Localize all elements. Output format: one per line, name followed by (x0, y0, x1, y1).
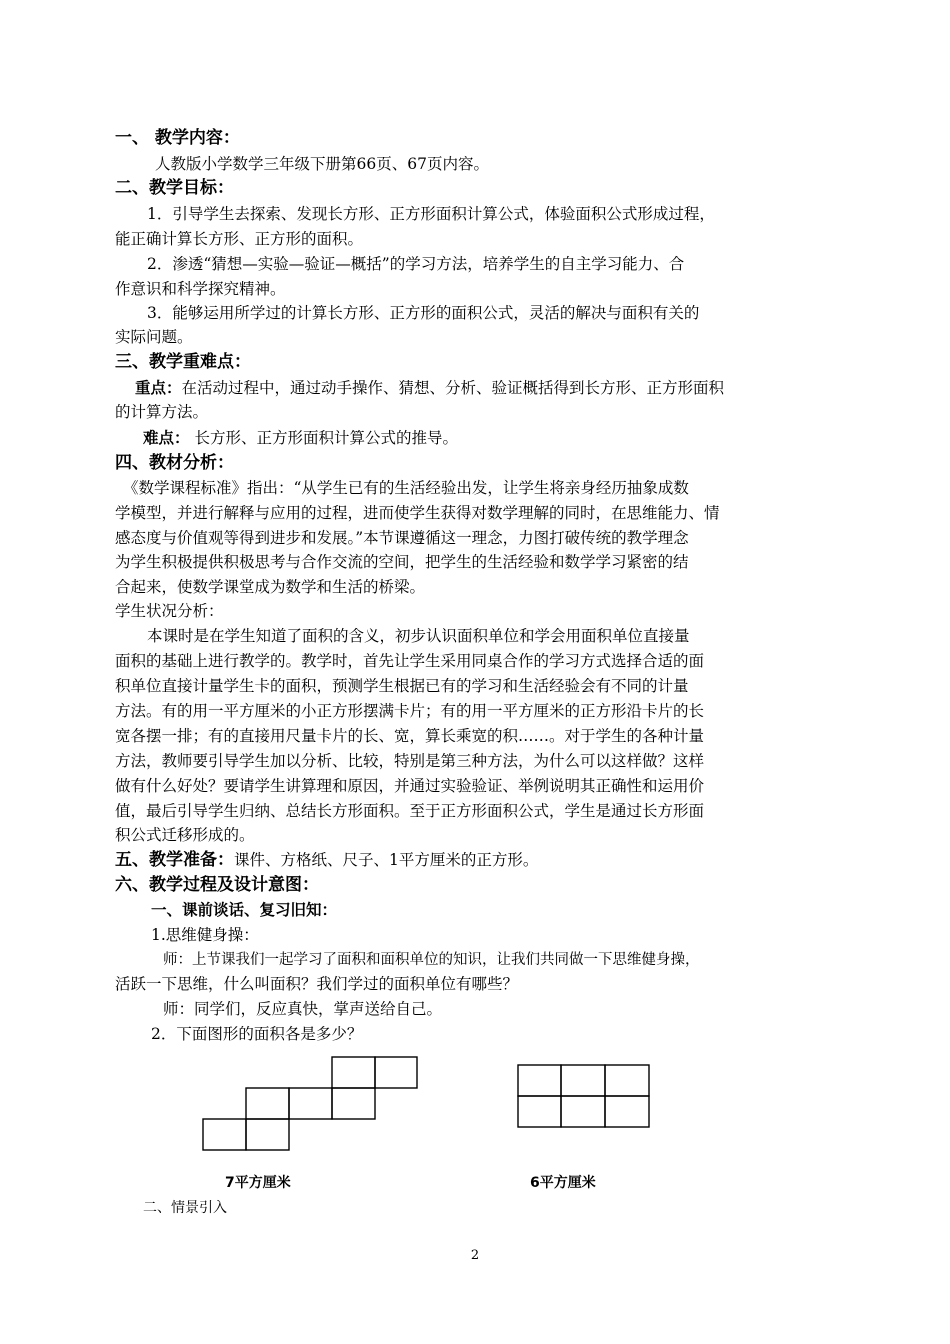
analysis-p2-line-8: 值，最后引导学生归纳、总结长方形面积。至于正方形面积公式，学生是通过长方形面 (115, 802, 705, 820)
analysis-p2-line-5: 宽各摆一排；有的直接用尺量卡片的长、宽，算长乘宽的积……。对于学生的各种计量 (115, 727, 705, 745)
difficulty-line (115, 426, 830, 450)
analysis-p2-line-4: 方法。有的用一平方厘米的小正方形摆满卡片；有的用一平方厘米的正方形沿卡片的长 (115, 702, 705, 720)
section-1-text: 人教版小学数学三年级下册第66页、67页内容。 (155, 155, 489, 173)
subsection-2-heading: 二、情景引入 (143, 1200, 227, 1216)
section-4-heading: 四、教材分析： (115, 453, 234, 473)
teacher-line-1: 师：上节课我们一起学习了面积和面积单位的知识，让我们共同做一下思维健身操， (163, 952, 700, 968)
section-5-text: 课件、方格纸、尺子、1平方厘米的正方形。 (234, 851, 539, 869)
goal-2-line-2: 作意识和科学探究精神。 (115, 280, 286, 298)
figure-2-label: 6平方厘米 (530, 1175, 596, 1191)
section-6-heading: 六、教学过程及设计意图： (115, 875, 319, 895)
figure-grid (517, 1064, 651, 1129)
key-point-label: 重点： (135, 378, 182, 397)
section-3-heading: 三、教学重难点： (115, 352, 251, 372)
goal-3-line-1: 3．能够运用所学过的计算长方形、正方形的面积公式，灵活的解决与面积有关的 (147, 304, 700, 322)
section-2-heading: 二、教学目标： (115, 178, 234, 198)
difficulty-label: 难点： (143, 428, 190, 447)
item-1: 1.思维健身操： (151, 926, 259, 944)
subsection-1-heading: 一、课前谈话、复习旧知： (151, 900, 338, 919)
section-1-heading: 一、 教学内容： (115, 128, 240, 148)
analysis-p1-line-1: 《数学课程标准》指出：“从学生已有的生活经验出发，让学生将亲身经历抽象成数 (123, 479, 689, 497)
goal-3-line-2: 实际问题。 (115, 328, 193, 346)
difficulty-text: 长方形、正方形面积计算公式的推导。 (189, 429, 458, 447)
analysis-p1-line-4: 为学生积极提供积极思考与合作交流的空间，把学生的生活经验和数学学习紧密的结 (115, 553, 689, 571)
analysis-p1-line-3: 感态度与价值观等得到进步和发展。”本节课遵循这一理念，力图打破传统的教学理念 (115, 529, 689, 547)
analysis-p2-line-9: 积公式迁移形成的。 (115, 826, 255, 844)
analysis-p1-line-5: 合起来，使数学课堂成为数学和生活的桥梁。 (115, 578, 426, 596)
goal-1-line-2: 能正确计算长方形、正方形的面积。 (115, 230, 364, 248)
teacher-line-1b: 活跃一下思维，什么叫面积？我们学过的面积单位有哪些？ (115, 975, 519, 993)
teacher-line-2: 师：同学们，反应真快，掌声送给自己。 (163, 1000, 443, 1018)
figure-1-label: 7平方厘米 (225, 1175, 291, 1191)
section-5-line (115, 848, 830, 872)
analysis-p2-line-7: 做有什么好处？要请学生讲算理和原因，并通过实验验证、举例说明其正确性和运用价 (115, 777, 705, 795)
analysis-p2-line-3: 积单位直接计量学生卡的面积，预测学生根据已有的学习和生活经验会有不同的计量 (115, 677, 689, 695)
analysis-p2-line-2: 面积的基础上进行教学的。教学时，首先让学生采用同桌合作的学习方式选择合适的面 (115, 652, 705, 670)
goal-1-line-1: 1．引导学生去探索、发现长方形、正方形面积计算公式，体验面积公式形成过程， (147, 205, 715, 223)
key-point-text: 在活动过程中，通过动手操作、猜想、分析、验证概括得到长方形、正方形面积 (181, 379, 725, 397)
item-2: 2．下面图形的面积各是多少？ (151, 1025, 363, 1043)
figure-staircase (202, 1056, 418, 1152)
key-point-line-1 (115, 376, 830, 400)
analysis-p2-line-6: 方法，教师要引导学生加以分析、比较，特别是第三种方法，为什么可以这样做？这样 (115, 752, 705, 770)
key-point-line-2: 的计算方法。 (115, 403, 209, 421)
analysis-p2-line-1: 本课时是在学生知道了面积的含义，初步认识面积单位和学会用面积单位直接量 (147, 627, 690, 645)
student-analysis-label: 学生状况分析： (115, 602, 224, 620)
analysis-p1-line-2: 学模型，并进行解释与应用的过程，进而使学生获得对数学理解的同时，在思维能力、情 (115, 504, 720, 522)
section-5-heading: 五、教学准备： (115, 850, 234, 870)
page-number: 2 (470, 1248, 480, 1263)
goal-2-line-1: 2．渗透“猜想—实验—验证—概括”的学习方法，培养学生的自主学习能力、合 (147, 255, 685, 273)
